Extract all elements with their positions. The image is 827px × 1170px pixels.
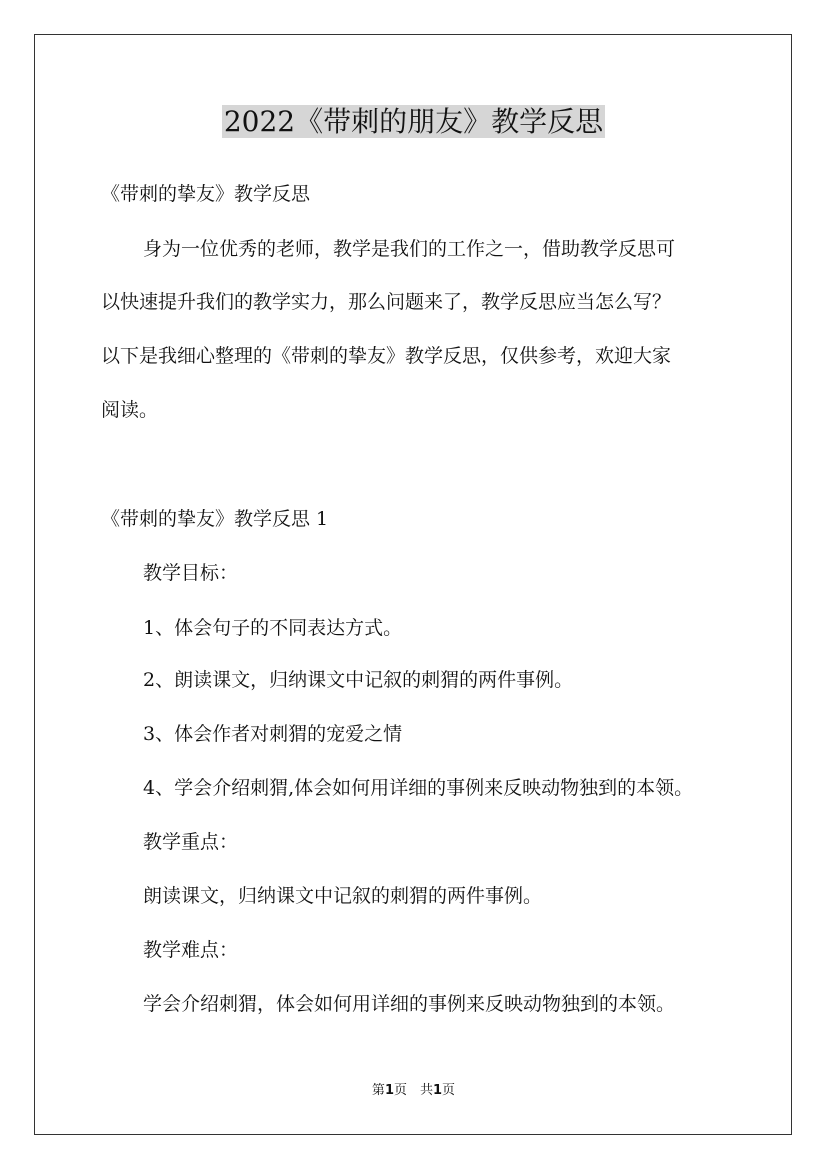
- intro-paragraph-line: 身为一位优秀的老师，教学是我们的工作之一，借助教学反思可: [143, 238, 676, 260]
- page-suffix: 页: [442, 1083, 456, 1098]
- goal-item: 1、体会句子的不同表达方式。: [143, 617, 403, 639]
- key-points-label: 教学重点：: [143, 831, 239, 853]
- page-footer: [0, 1082, 827, 1100]
- difficulties-label: 教学难点：: [143, 939, 239, 961]
- goals-label: 教学目标：: [143, 562, 239, 584]
- goal-item: 4、学会介绍刺猬,体会如何用详细的事例来反映动物独到的本领。: [143, 777, 694, 799]
- goal-item: 3、体会作者对刺猬的宠爱之情: [143, 723, 403, 745]
- intro-paragraph-line: 以快速提升我们的教学实力，那么问题来了，教学反思应当怎么写？: [101, 291, 672, 313]
- goal-item: 2、朗读课文，归纳课文中记叙的刺猬的两件事例。: [143, 669, 574, 691]
- page-prefix: 第: [371, 1083, 385, 1098]
- page-mid: 页 共: [393, 1083, 433, 1098]
- intro-paragraph-line: 以下是我细心整理的《带刺的挚友》教学反思，仅供参考，欢迎大家: [101, 345, 672, 367]
- document-title: [0, 102, 827, 142]
- key-points-text: 朗读课文，归纳课文中记叙的刺猬的两件事例。: [143, 885, 543, 907]
- document-title-text: 2022《带刺的朋友》教学反思: [223, 105, 604, 138]
- section-heading: 《带刺的挚友》教学反思 1: [101, 508, 329, 530]
- page-current: 1: [384, 1083, 394, 1098]
- intro-heading: 《带刺的挚友》教学反思: [101, 183, 311, 205]
- page-total: 1: [433, 1083, 443, 1098]
- intro-paragraph-line: 阅读。: [101, 399, 159, 421]
- difficulties-text: 学会介绍刺猬，体会如何用详细的事例来反映动物独到的本领。: [143, 993, 676, 1015]
